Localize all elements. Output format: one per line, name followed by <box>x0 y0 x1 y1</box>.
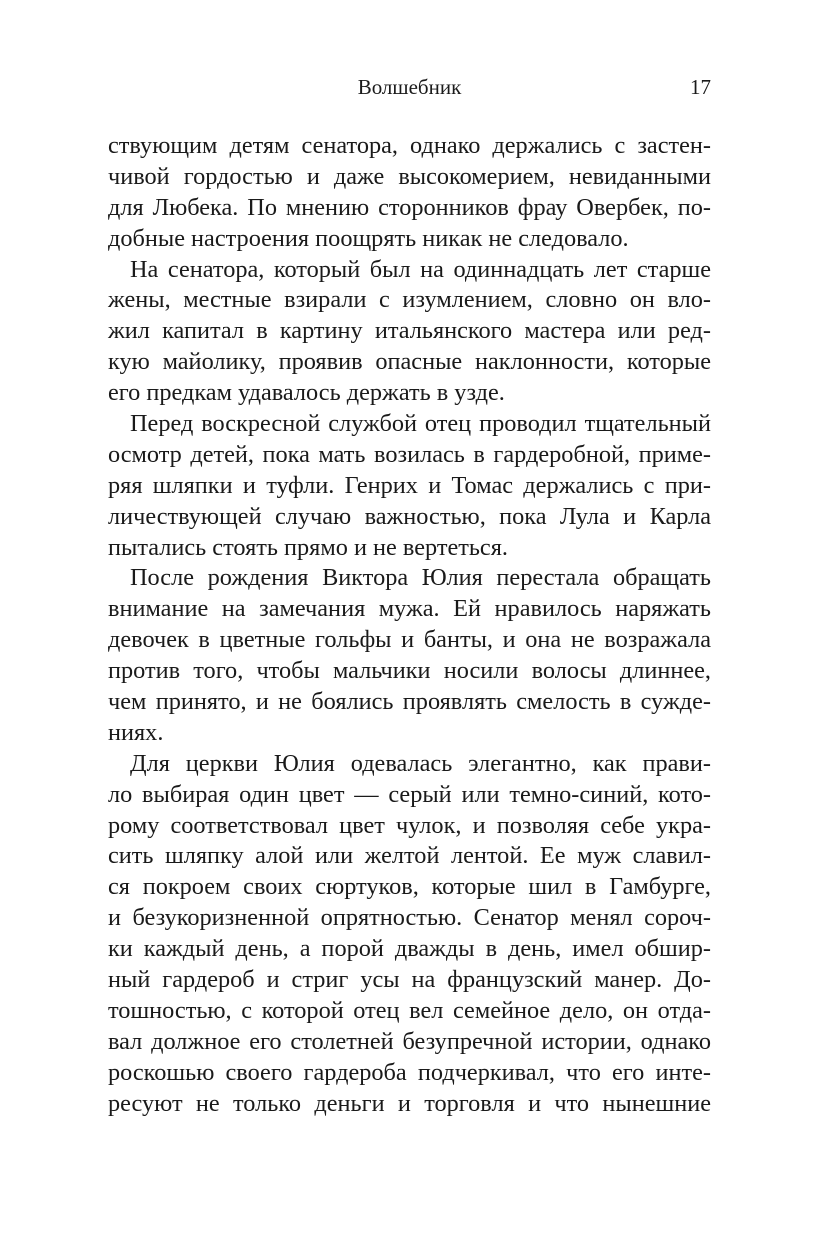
running-title: Волшебник <box>357 75 462 99</box>
text-line: его предкам удавалось держать в узде. <box>108 379 505 407</box>
text-line: жены, местные взирали с изумлением, словно он вло- <box>108 286 711 314</box>
text-line: чем принято, и не боялись проявлять смелость в сужде- <box>108 688 711 716</box>
text-line: добные настроения поощрять никак не следовало. <box>108 224 629 252</box>
text-line: личествующей случаю важностью, пока Лула и Карла <box>108 502 711 530</box>
text-line: кую майолику, проявив опасные наклонности, которые <box>108 348 711 376</box>
text-line: роскошью своего гардероба подчеркивал, что его инте- <box>108 1058 711 1086</box>
text-line: осмотр детей, пока мать возилась в гардеробной, приме- <box>108 440 711 468</box>
text-line: для Любека. По мнению сторонников фрау Овербек, по- <box>108 193 711 221</box>
text-line: После рождения Виктора Юлия перестала обращать <box>130 564 711 592</box>
text-line: ствующим детям сенатора, однако держались с застен- <box>108 132 711 159</box>
text-line: против того, чтобы мальчики носили волосы длиннее, <box>108 657 711 685</box>
running-head <box>108 72 711 102</box>
text-line: ряя шляпки и туфли. Генрих и Томас держались с при- <box>108 471 711 499</box>
text-line: ресуют не только деньги и торговля и что нынешние <box>108 1089 711 1117</box>
text-line: ло выбирая один цвет — серый или темно-синий, кото- <box>108 780 711 808</box>
text-line: и безукоризненной опрятностью. Сенатор менял сороч- <box>108 904 711 932</box>
text-line: ся покроем своих сюртуков, которые шил в Гамбурге, <box>108 873 711 901</box>
text-line: ки каждый день, а порой дважды в день, имел обшир- <box>108 935 711 963</box>
text-line: сить шляпку алой или желтой лентой. Ее муж славил- <box>108 842 711 870</box>
text-line: внимание на замечания мужа. Ей нравилось наряжать <box>108 595 711 623</box>
text-line: ниях. <box>108 718 164 746</box>
text-line: жил капитал в картину итальянского мастера или ред- <box>108 317 711 345</box>
text-line: чивой гордостью и даже высокомерием, невиданными <box>108 162 711 190</box>
text-line: рому соответствовал цвет чулок, и позволяя себе укра- <box>108 811 711 839</box>
text-line: На сенатора, который был на одиннадцать лет старше <box>130 255 711 283</box>
body-text <box>108 131 711 1120</box>
text-line: вал должное его столетней безупречной истории, однако <box>108 1027 711 1055</box>
text-line: Перед воскресной службой отец проводил тщательный <box>130 410 711 438</box>
text-line: девочек в цветные гольфы и банты, и она не возражала <box>108 626 711 654</box>
text-line: ный гардероб и стриг усы на французский манер. До- <box>108 966 711 994</box>
text-line: пытались стоять прямо и не вертеться. <box>108 533 508 561</box>
page-number: 17 <box>690 75 711 99</box>
text-line: тошностью, с которой отец вел семейное дело, он отда- <box>108 996 711 1024</box>
text-line: Для церкви Юлия одевалась элегантно, как прави- <box>130 749 711 777</box>
